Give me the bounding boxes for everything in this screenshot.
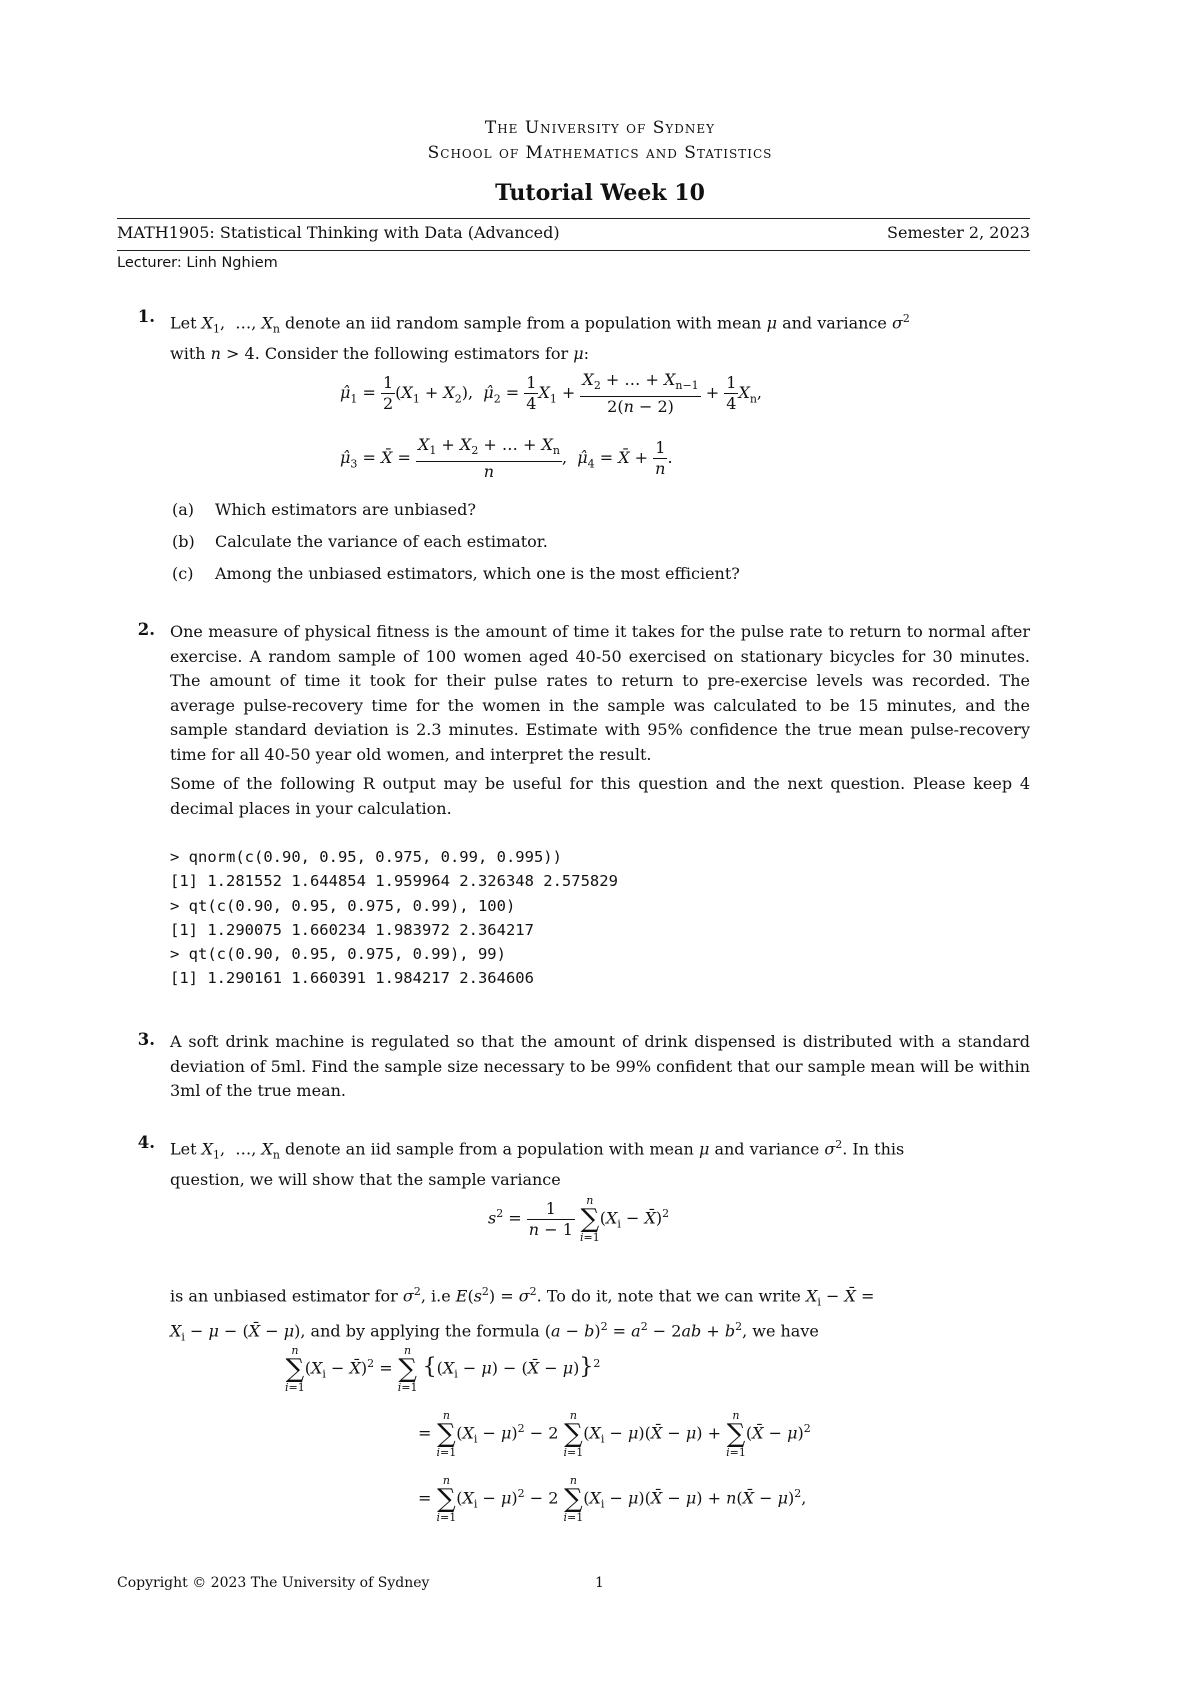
r-output-line: [1] 1.290161 1.660391 1.984217 2.364606: [170, 969, 534, 988]
question-2-number: 2.: [137, 620, 155, 639]
semester: Semester 2, 2023: [887, 223, 1030, 242]
header-rule-top: [117, 218, 1030, 219]
question-4-text: Let $X_1$, …, $X_n$ denote an iid sample from a population with mean μ and variance $\sigma^2$. In this question, we will show that the sample variance: [170, 1138, 905, 1190]
r-output-line: > qt(c(0.90, 0.95, 0.975, 0.99), 99): [170, 945, 506, 964]
estimators-line-1: $\mû_1$ = $\frac{1}{2}$ $(X_1 + X_2)$, $\mû_2$ = $\frac{1}{4}$ $X_1$ + $\frac{X_2 + \dots + X_{n-1}}{2(n - 2)}$ + $\frac{1}{4}$ $X_n$,: [340, 370, 763, 417]
question-4-number: 4.: [137, 1133, 155, 1152]
r-output-line: > qt(c(0.90, 0.95, 0.975, 0.99), 100): [170, 896, 516, 915]
question-1b-label: (b): [172, 532, 195, 551]
question-2-text: One measure of physical fitness is the amount of time it takes for the pulse rate to return to normal after exercise. A random sample of 100 women aged 40-50 exercised on stationary bicycles for 30 minutes. The amount of time it took for their pulse rates to return to pre-exercise levels was recorded. The average pulse-recovery time for the women in the sample was calculated to be 15 minutes, and the sample standard deviation is 2.3 minutes. Estimate with 95% confidence the true mean pulse-recovery time for all 40-50 year old women, and interpret the result.: [170, 622, 1030, 764]
lecturer: Lecturer: Linh Nghiem: [117, 255, 278, 271]
question-1b-text: Calculate the variance of each estimator.: [215, 532, 548, 551]
question-4-text-2: is an unbiased estimator for $\sigma^2$, i.e $E(s^2) = \sigma^2$. To do it, note that we can write $X_i$ − X̄ = $X_i - \mu$ − (X̄ − μ), and by applying the formula $(a - b)^2 = a^2 - 2ab + b^2$, we have: [170, 1285, 875, 1344]
question-1-number: 1.: [137, 307, 155, 326]
derivation-line-3: = n ∑ i=1 $(X_i - \mu)^2 - 2$ n ∑ i=1 ($X_i$ − μ)(X̄ − μ) + n(X̄ − μ)$^2$,: [418, 1474, 807, 1524]
r-output-line: [1] 1.281552 1.644854 1.959964 2.326348 2.575829: [170, 872, 618, 891]
question-1a-label: (a): [172, 500, 195, 519]
sample-variance-formula: $s^2$ = $\frac{1}{n - 1}$ n ∑ i=1 ($X_i$ − X̄)$^2$: [488, 1194, 670, 1244]
estimators-line-2: $\mû_3$ = X̄ = $\frac{X_1 + X_2 + \dots + X_n}{n}$ , $\mû_4$ = X̄ + $\frac{1}{n}$ .: [340, 435, 673, 482]
r-output-line: > qnorm(c(0.90, 0.95, 0.975, 0.99, 0.995)): [170, 848, 562, 866]
derivation-line-1: n ∑ i=1 ($X_i$ − X̄)$^2$ = n ∑ i=1 {$(X_i - \mu)$ − (X̄ − μ)}$^2$: [285, 1344, 601, 1394]
question-1-text: Let $X_1$, …, $X_n$ denote an iid random sample from a population with mean μ and variance $\sigma^2$ with n > 4. Consider the following estimators for μ:: [170, 312, 910, 364]
question-1c-text: Among the unbiased estimators, which one is the most efficient?: [215, 564, 740, 583]
question-1a-text: Which estimators are unbiased?: [215, 500, 476, 519]
copyright: Copyright © 2023 The University of Sydney: [117, 1575, 430, 1591]
page-title: Tutorial Week 10: [495, 180, 705, 206]
r-output-block: [170, 845, 618, 991]
header-rule-bottom: [117, 250, 1030, 251]
question-2-text-2: Some of the following R output may be useful for this question and the next question. Please keep 4 decimal places in your calculation.: [170, 774, 1030, 818]
question-3-number: 3.: [137, 1030, 155, 1049]
school-name: School of Mathematics and Statistics: [427, 143, 773, 163]
derivation-line-2: = n ∑ i=1 $(X_i - \mu)^2 - 2$ n ∑ i=1 ($X_i$ − μ)(X̄ − μ) + n ∑ i=1 (X̄ − μ)$^2$: [418, 1409, 811, 1459]
r-output-line: [1] 1.290075 1.660234 1.983972 2.364217: [170, 920, 534, 939]
university-name: The University of Sydney: [484, 118, 716, 138]
question-3-text: A soft drink machine is regulated so that the amount of drink dispensed is distributed with a standard deviation of 5ml. Find the sample size necessary to be 99% confident that our sample mean will be within 3ml of the true mean.: [170, 1032, 1030, 1100]
question-1c-label: (c): [172, 564, 194, 583]
course-name: MATH1905: Statistical Thinking with Data (Advanced): [117, 223, 560, 242]
page-number: 1: [595, 1575, 604, 1591]
